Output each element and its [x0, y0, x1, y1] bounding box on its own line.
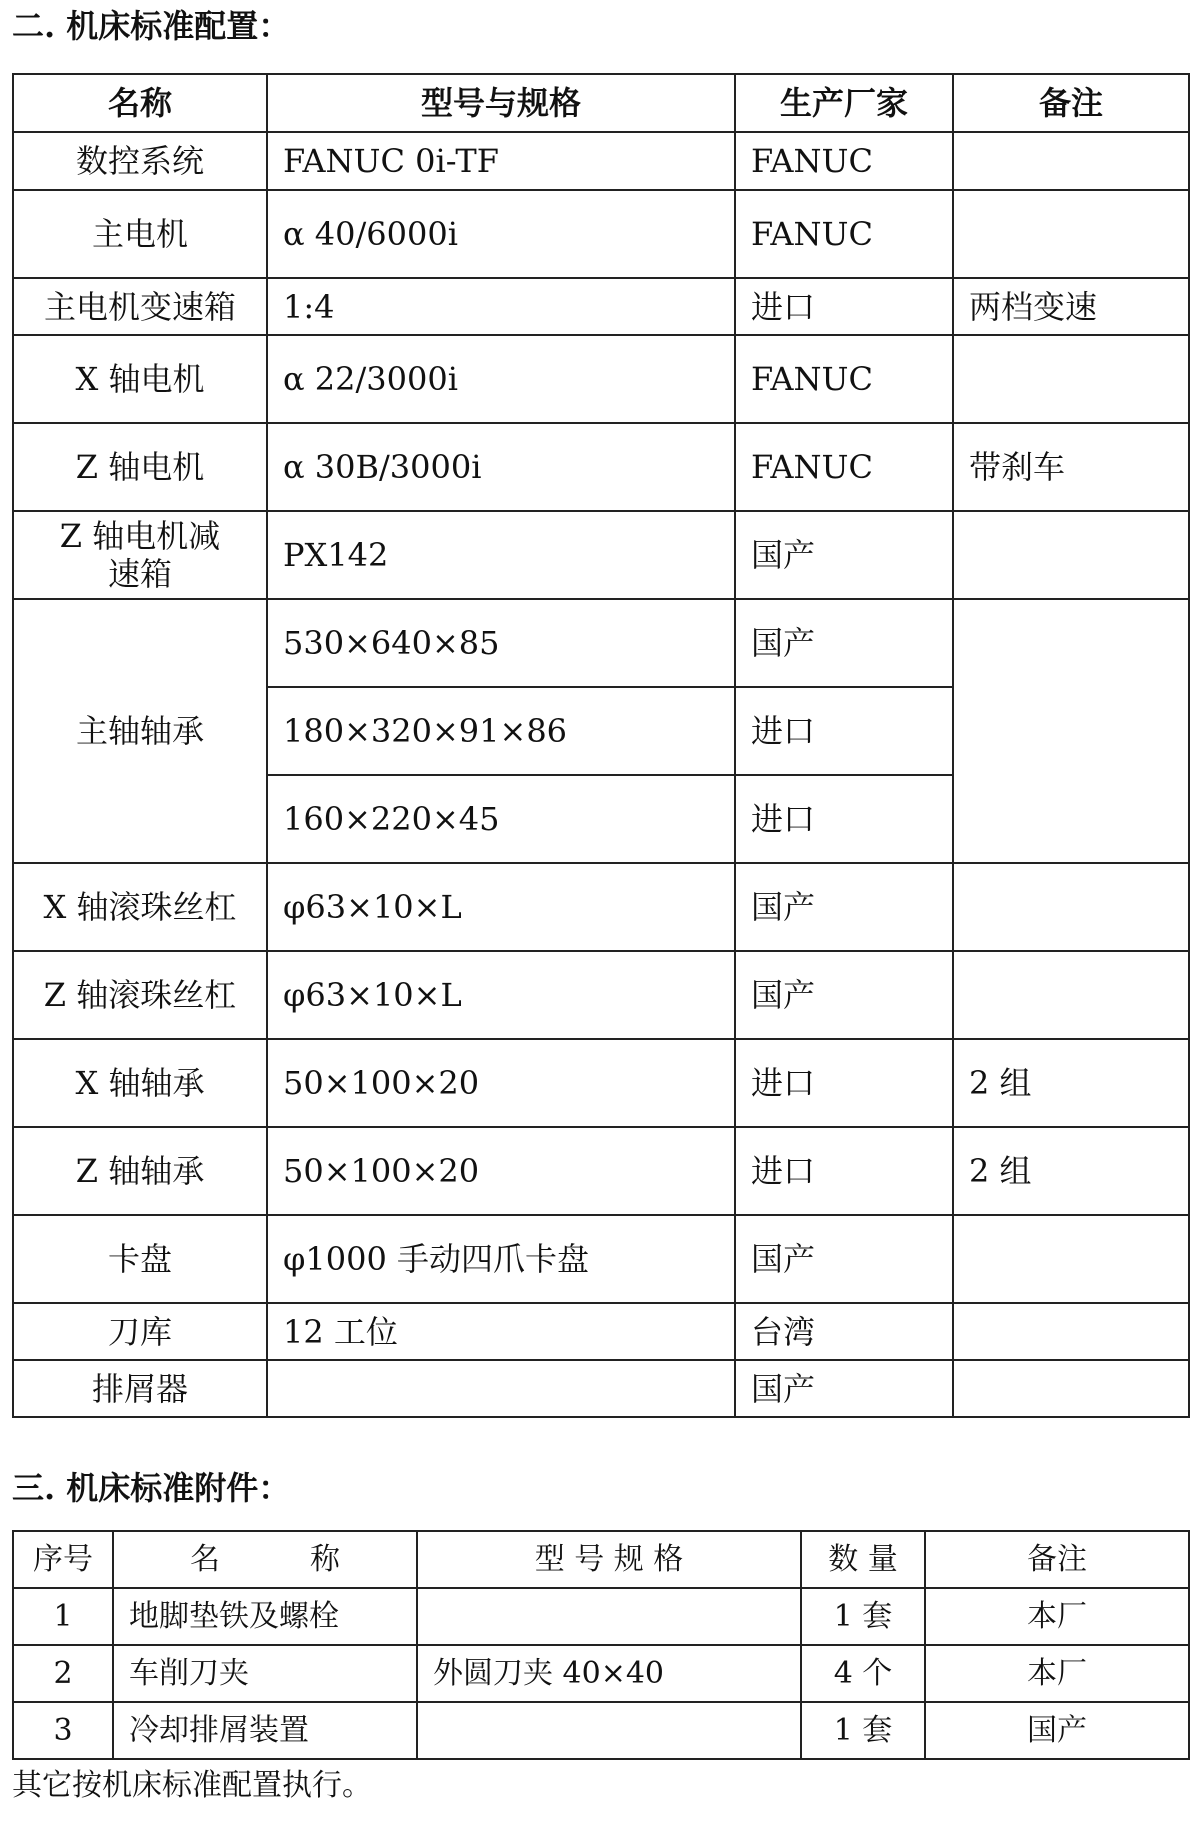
cell-spec [417, 1702, 801, 1759]
table-row [13, 423, 1189, 511]
cell-qty: 1 套 [801, 1702, 925, 1759]
table-header-row [13, 1531, 1189, 1588]
cell-maker: 国产 [735, 951, 953, 1039]
cell-spec: 180×320×91×86 [267, 687, 735, 775]
standard-accessories-table [12, 1530, 1190, 1760]
table-row [13, 1645, 1189, 1702]
cell-note [953, 1215, 1189, 1303]
standard-config-table [12, 73, 1190, 1418]
table-row [13, 190, 1189, 278]
cell-name: 地脚垫铁及螺栓 [113, 1588, 417, 1645]
cell-name: 排屑器 [13, 1360, 267, 1417]
table-row [13, 1702, 1189, 1759]
cell-name: 主电机 [13, 190, 267, 278]
table-row [13, 951, 1189, 1039]
table-row [13, 335, 1189, 423]
cell-maker: 国产 [735, 863, 953, 951]
cell-spec: PX142 [267, 511, 735, 599]
table-row [13, 863, 1189, 951]
cell-spec: φ63×10×L [267, 951, 735, 1039]
cell-maker: 进口 [735, 278, 953, 335]
table-row [13, 511, 1189, 599]
table-row [13, 1303, 1189, 1360]
cell-spec: 50×100×20 [267, 1127, 735, 1215]
header-note: 备注 [953, 74, 1189, 132]
table-row [13, 1360, 1189, 1417]
cell-spec: φ1000 手动四爪卡盘 [267, 1215, 735, 1303]
cell-maker: FANUC [735, 335, 953, 423]
cell-spec: α 22/3000i [267, 335, 735, 423]
header-note: 备注 [925, 1531, 1189, 1588]
cell-note [953, 863, 1189, 951]
cell-note: 本厂 [925, 1645, 1189, 1702]
cell-note: 国产 [925, 1702, 1189, 1759]
header-no: 序号 [13, 1531, 113, 1588]
cell-no: 3 [13, 1702, 113, 1759]
cell-name: 卡盘 [13, 1215, 267, 1303]
cell-name: 刀库 [13, 1303, 267, 1360]
cell-name: 主电机变速箱 [13, 278, 267, 335]
cell-name: Z 轴轴承 [13, 1127, 267, 1215]
cell-spec: 160×220×45 [267, 775, 735, 863]
cell-name: Z 轴滚珠丝杠 [13, 951, 267, 1039]
cell-maker: FANUC [735, 423, 953, 511]
header-name: 名 称 [113, 1531, 417, 1588]
table-row [13, 278, 1189, 335]
header-maker: 生产厂家 [735, 74, 953, 132]
cell-maker: 国产 [735, 1360, 953, 1417]
cell-name: X 轴轴承 [13, 1039, 267, 1127]
cell-maker: 进口 [735, 687, 953, 775]
cell-note [953, 1360, 1189, 1417]
table-row [13, 599, 1189, 687]
table-row [13, 1127, 1189, 1215]
cell-note [953, 190, 1189, 278]
cell-no: 2 [13, 1645, 113, 1702]
cell-note: 2 组 [953, 1127, 1189, 1215]
cell-name: 数控系统 [13, 132, 267, 190]
header-spec: 型 号 规 格 [417, 1531, 801, 1588]
cell-qty: 4 个 [801, 1645, 925, 1702]
cell-note: 两档变速 [953, 278, 1189, 335]
cell-name: 主轴轴承 [13, 599, 267, 863]
table-row [13, 1039, 1189, 1127]
cell-spec: 50×100×20 [267, 1039, 735, 1127]
section3-title: 三. 机床标准附件： [12, 1469, 291, 1507]
cell-note [953, 951, 1189, 1039]
cell-spec: 12 工位 [267, 1303, 735, 1360]
cell-spec: φ63×10×L [267, 863, 735, 951]
table-row [13, 1215, 1189, 1303]
cell-note [953, 511, 1189, 599]
cell-spec: α 40/6000i [267, 190, 735, 278]
cell-name: 冷却排屑装置 [113, 1702, 417, 1759]
section2-title: 二. 机床标准配置： [12, 7, 291, 45]
table-row [13, 1588, 1189, 1645]
cell-spec [267, 1360, 735, 1417]
cell-spec: 530×640×85 [267, 599, 735, 687]
cell-spec: 外圆刀夹 40×40 [417, 1645, 801, 1702]
header-qty: 数 量 [801, 1531, 925, 1588]
cell-note [953, 599, 1189, 863]
cell-maker: 进口 [735, 1127, 953, 1215]
cell-maker: 国产 [735, 511, 953, 599]
cell-name: Z 轴电机减速箱 [13, 511, 267, 599]
table-header-row [13, 74, 1189, 132]
cell-maker: 进口 [735, 1039, 953, 1127]
table-row [13, 132, 1189, 190]
cell-note [953, 335, 1189, 423]
cell-note: 本厂 [925, 1588, 1189, 1645]
header-spec: 型号与规格 [267, 74, 735, 132]
cell-name: 车削刀夹 [113, 1645, 417, 1702]
cell-note [953, 132, 1189, 190]
cell-qty: 1 套 [801, 1588, 925, 1645]
cell-name: X 轴滚珠丝杠 [13, 863, 267, 951]
cell-no: 1 [13, 1588, 113, 1645]
footer-note: 其它按机床标准配置执行。 [12, 1768, 372, 1803]
cell-name: X 轴电机 [13, 335, 267, 423]
cell-maker: 进口 [735, 775, 953, 863]
cell-note: 带刹车 [953, 423, 1189, 511]
cell-maker: 国产 [735, 599, 953, 687]
cell-name: Z 轴电机 [13, 423, 267, 511]
cell-spec [417, 1588, 801, 1645]
cell-spec: α 30B/3000i [267, 423, 735, 511]
cell-maker: FANUC [735, 190, 953, 278]
header-name: 名称 [13, 74, 267, 132]
cell-spec: FANUC 0i-TF [267, 132, 735, 190]
cell-spec: 1:4 [267, 278, 735, 335]
cell-maker: 国产 [735, 1215, 953, 1303]
cell-note [953, 1303, 1189, 1360]
cell-note: 2 组 [953, 1039, 1189, 1127]
cell-maker: 台湾 [735, 1303, 953, 1360]
cell-maker: FANUC [735, 132, 953, 190]
